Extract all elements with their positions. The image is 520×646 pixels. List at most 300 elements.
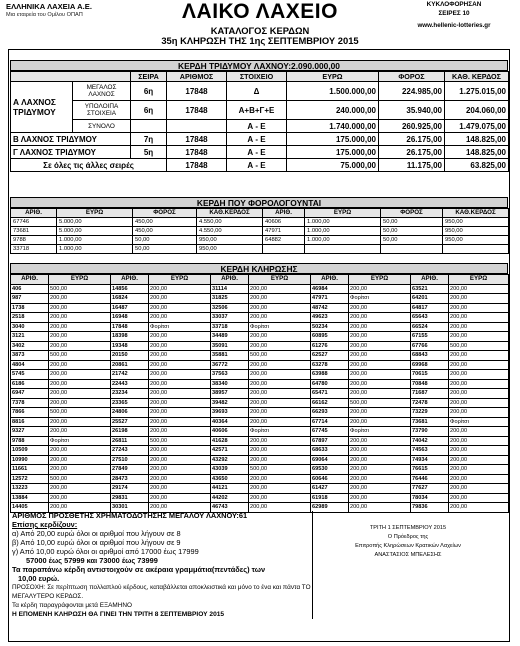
- page-title: ΛΑΙΚΟ ΛΑΧΕΙΟ: [182, 0, 338, 23]
- draw-amount: 200,00: [149, 360, 211, 370]
- draw-amount: 200,00: [449, 427, 509, 437]
- draw-number: 74563: [411, 446, 449, 456]
- draw-number: 25527: [111, 417, 149, 427]
- draw-amount: 500,00: [49, 351, 111, 361]
- rule-c2: 57000 έως 57999 και 73000 έως 73999: [26, 556, 158, 565]
- taxed-header-row: [11, 209, 509, 218]
- taxed-cell: [443, 245, 509, 254]
- draw-number: 79836: [411, 503, 449, 513]
- taxed-cell: 67746: [11, 218, 57, 227]
- next-draw: Η ΕΠΟΜΕΝΗ ΚΛΗΡΩΣΗ ΘΑ ΓΙΝΕΙ ΤΗΝ ΤΡΙΤΗ 8 ΣΕΠΤΕΜΒΡΙΟΥ 2015: [12, 611, 225, 618]
- draw-amount: 200,00: [349, 446, 411, 456]
- draw-amount: 500,00: [49, 284, 111, 294]
- draw-number: 73681: [411, 417, 449, 427]
- draw-number: 43039: [211, 465, 249, 475]
- draw-amount: 200,00: [149, 294, 211, 304]
- caution-note-2: ΜΕΓΑΛΥΤΕΡΟ ΚΕΡΔΟΣ.: [12, 593, 84, 600]
- draws-row: [11, 484, 509, 494]
- draws-row: [11, 455, 509, 465]
- draw-number: 11661: [11, 465, 49, 475]
- draw-number: 16824: [111, 294, 149, 304]
- taxed-row: [11, 227, 509, 236]
- draw-amount: 200,00: [49, 360, 111, 370]
- draw-number: 65643: [411, 313, 449, 323]
- draw-amount: 200,00: [149, 427, 211, 437]
- draw-amount: 200,00: [149, 446, 211, 456]
- draw-number: 14405: [11, 503, 49, 513]
- draw-amount: 200,00: [249, 493, 311, 503]
- draw-number: 44121: [211, 484, 249, 494]
- taxed-cell: 950,00: [443, 236, 509, 245]
- draw-amount: 200,00: [49, 332, 111, 342]
- draw-amount: 500,00: [49, 474, 111, 484]
- taxed-cell: 5.000,00: [57, 218, 133, 227]
- taxed-cell: 50,00: [381, 227, 443, 236]
- draw-amount: 200,00: [449, 436, 509, 446]
- draw-number: 64817: [411, 303, 449, 313]
- draw-amount: 200,00: [449, 332, 509, 342]
- draw-amount: 200,00: [449, 303, 509, 313]
- draw-number: 36772: [211, 360, 249, 370]
- draw-number: 28473: [111, 474, 149, 484]
- draw-amount: 200,00: [449, 408, 509, 418]
- taxed-col-header: ΚΑΘ.ΚΕΡΔΟΣ: [197, 209, 263, 218]
- draw-amount: 200,00: [49, 379, 111, 389]
- draw-number: 37563: [211, 370, 249, 380]
- draw-amount: Φορίτσι: [349, 294, 411, 304]
- draw-number: 18398: [111, 332, 149, 342]
- draw-amount: 200,00: [249, 294, 311, 304]
- draw-amount: 500,00: [449, 341, 509, 351]
- draws-row: [11, 379, 509, 389]
- draw-number: 77627: [411, 484, 449, 494]
- draws-row: [11, 313, 509, 323]
- draw-amount: 200,00: [249, 389, 311, 399]
- draw-amount: 200,00: [449, 493, 509, 503]
- draws-col-header: ΕΥΡΩ: [349, 275, 411, 285]
- draw-amount: 200,00: [249, 360, 311, 370]
- draw-number: 27849: [111, 465, 149, 475]
- draw-number: 48742: [311, 303, 349, 313]
- taxed-cell: 450,00: [133, 227, 197, 236]
- draw-number: 31114: [211, 284, 249, 294]
- taxed-cell: 50,00: [133, 236, 197, 245]
- draw-amount: 200,00: [49, 465, 111, 475]
- draw-amount: 200,00: [449, 455, 509, 465]
- draw-amount: 200,00: [349, 417, 411, 427]
- draw-amount: 200,00: [349, 389, 411, 399]
- draw-amount: 200,00: [149, 465, 211, 475]
- taxed-row: [11, 236, 509, 245]
- draw-amount: 200,00: [249, 379, 311, 389]
- a-label: Α ΛΑΧΝΟΣ ΤΡΙΔΥΜΟΥ: [11, 82, 73, 133]
- draw-number: 64201: [411, 294, 449, 304]
- notice-date: ΤΡΙΤΗ 1 ΣΕΠΤΕΜΒΡΙΟΥ 2015: [369, 525, 447, 531]
- draw-amount: 200,00: [249, 370, 311, 380]
- draw-number: 9327: [11, 427, 49, 437]
- notice-committee: Επιτροπής Κληρώσεων Κρατικών Λαχείων: [355, 543, 461, 549]
- jackpot-row-b: Β ΛΑΧΝΟΣ ΤΡΙΔΥΜΟΥ 7η 17848 Α - Ε 175.000,00 26.175,00 148.825,00: [11, 133, 509, 146]
- taxed-col-header: ΦΟΡΟΣ: [381, 209, 443, 218]
- col-stoixeio: ΣΤΟΙΧΕΙΟ: [227, 72, 287, 82]
- draw-number: 16487: [111, 303, 149, 313]
- draw-number: 43650: [211, 474, 249, 484]
- rule-c1: γ) Από 10,00 ευρώ όλοι οι αριθμοί από 17000 έως 17999: [12, 547, 199, 556]
- draw-number: 1738: [11, 303, 49, 313]
- draw-amount: 200,00: [349, 455, 411, 465]
- col-euro: ΕΥΡΩ: [287, 72, 379, 82]
- taxed-cell: [263, 245, 305, 254]
- draws-row: [11, 465, 509, 475]
- draw-amount: 200,00: [149, 474, 211, 484]
- draw-number: 4804: [11, 360, 49, 370]
- taxed-cell: 950,00: [443, 218, 509, 227]
- draw-number: 31825: [211, 294, 249, 304]
- draws-row: [11, 389, 509, 399]
- draw-amount: 200,00: [149, 341, 211, 351]
- draw-amount: 200,00: [449, 389, 509, 399]
- draw-number: 71687: [411, 389, 449, 399]
- draws-row: [11, 351, 509, 361]
- draw-amount: 200,00: [249, 446, 311, 456]
- draw-number: 38957: [211, 389, 249, 399]
- draw-number: 22443: [111, 379, 149, 389]
- draw-amount: 200,00: [449, 294, 509, 304]
- draw-number: 3873: [11, 351, 49, 361]
- draw-number: 9788: [11, 436, 49, 446]
- draw-number: 63521: [411, 284, 449, 294]
- draws-row: [11, 322, 509, 332]
- notice-role: Ο Πρόεδρος της: [387, 534, 429, 540]
- draws-row: [11, 341, 509, 351]
- draw-number: 20150: [111, 351, 149, 361]
- draw-amount: 200,00: [449, 503, 509, 513]
- draw-number: 63988: [311, 370, 349, 380]
- draw-amount: 200,00: [149, 332, 211, 342]
- draw-amount: 200,00: [349, 370, 411, 380]
- jackpot-row-other: Σε όλες τις άλλες σειρές 17848 Α - Ε 75.000,00 11.175,00 63.825,00: [11, 159, 509, 172]
- draw-amount: 200,00: [49, 484, 111, 494]
- draw-number: 26198: [111, 427, 149, 437]
- org-subtitle: Μια εταιρεία του Ομίλου ΟΠΑΠ: [6, 12, 83, 18]
- draws-table: [10, 274, 509, 513]
- expiry-note: Τα κέρδη παραγράφονται μετά ΕΞΑΜΗΝΟ: [12, 602, 132, 609]
- draw-number: 26811: [111, 436, 149, 446]
- draw-amount: 200,00: [49, 417, 111, 427]
- draw-number: 987: [11, 294, 49, 304]
- draw-number: 14856: [111, 284, 149, 294]
- draw-number: 17848: [111, 322, 149, 332]
- draw-amount: 200,00: [249, 474, 311, 484]
- draw-amount: 200,00: [449, 398, 509, 408]
- draw-amount: 200,00: [349, 503, 411, 513]
- draw-amount: 200,00: [49, 389, 111, 399]
- draw-number: 7866: [11, 408, 49, 418]
- jackpot-row: ΥΠΟΛΟΙΠΑ ΣΤΟΙΧΕΙΑ 6η 17848 Α+Β+Γ+Ε 240.000,00 35.940,00 204.060,00: [11, 101, 509, 120]
- draw-number: 30301: [111, 503, 149, 513]
- draw-number: 38340: [211, 379, 249, 389]
- draw-amount: 200,00: [349, 332, 411, 342]
- draw-number: 42571: [211, 446, 249, 456]
- draw-amount: 200,00: [349, 360, 411, 370]
- draw-amount: 200,00: [149, 408, 211, 418]
- website-link[interactable]: www.hellenic-lotteries.gr: [417, 22, 491, 29]
- draws-header-row: [11, 275, 509, 285]
- draw-amount: 200,00: [249, 332, 311, 342]
- col-foros: ΦΟΡΟΣ: [379, 72, 445, 82]
- draw-number: 67766: [411, 341, 449, 351]
- draws-col-header: ΑΡΙΘ.: [311, 275, 349, 285]
- draw-amount: 500,00: [249, 351, 311, 361]
- draw-amount: 200,00: [49, 427, 111, 437]
- draw-amount: 200,00: [449, 351, 509, 361]
- draw-amount: 200,00: [49, 322, 111, 332]
- draw-number: 27510: [111, 455, 149, 465]
- draw-amount: 200,00: [49, 455, 111, 465]
- draw-number: 69968: [411, 360, 449, 370]
- draw-amount: 200,00: [449, 474, 509, 484]
- draw-number: 40364: [211, 417, 249, 427]
- draw-amount: 200,00: [349, 313, 411, 323]
- draw-number: 69530: [311, 465, 349, 475]
- draw-amount: Φορίτσι: [449, 417, 509, 427]
- taxed-cell: 73681: [11, 227, 57, 236]
- taxed-cell: 64882: [263, 236, 305, 245]
- jackpot-row: Α ΛΑΧΝΟΣ ΤΡΙΔΥΜΟΥ ΜΕΓΑΛΟΣ ΛΑΧΝΟΣ 6η 17848 Δ 1.500.000,00 224.985,00 1.275.015,00: [11, 82, 509, 101]
- also-win-heading: Επίσης κερδίζουν:: [12, 520, 78, 529]
- draw-amount: 200,00: [249, 313, 311, 323]
- draw-number: 32506: [211, 303, 249, 313]
- draw-number: 21742: [111, 370, 149, 380]
- draws-row: [11, 284, 509, 294]
- taxed-cell: 50,00: [381, 218, 443, 227]
- draw-number: 65471: [311, 389, 349, 399]
- draw-number: 2518: [11, 313, 49, 323]
- draw-number: 35091: [211, 341, 249, 351]
- draw-amount: 500,00: [249, 465, 311, 475]
- taxed-cell: 9788: [11, 236, 57, 245]
- draws-row: [11, 474, 509, 484]
- draw-amount: 200,00: [149, 503, 211, 513]
- jackpot-header-row: [11, 72, 509, 82]
- taxed-cell: 1.000,00: [305, 236, 381, 245]
- draw-amount: 200,00: [49, 446, 111, 456]
- taxed-cell: 50,00: [133, 245, 197, 254]
- draw-number: 76615: [411, 465, 449, 475]
- draws-row: [11, 417, 509, 427]
- draw-number: 67897: [311, 436, 349, 446]
- draw-number: 62989: [311, 503, 349, 513]
- draw-amount: 200,00: [149, 493, 211, 503]
- draw-amount: 500,00: [149, 436, 211, 446]
- draw-amount: 200,00: [349, 465, 411, 475]
- draw-number: 24806: [111, 408, 149, 418]
- draw-number: 35881: [211, 351, 249, 361]
- draw-number: 46743: [211, 503, 249, 513]
- draw-number: 73229: [411, 408, 449, 418]
- draw-number: 78034: [411, 493, 449, 503]
- draw-amount: 200,00: [49, 313, 111, 323]
- draw-amount: Φορίτσι: [49, 436, 111, 446]
- draw-number: 6947: [11, 389, 49, 399]
- taxed-col-header: ΚΑΘ.ΚΕΡΔΟΣ: [443, 209, 509, 218]
- draw-number: 40606: [211, 427, 249, 437]
- draw-number: 5745: [11, 370, 49, 380]
- draw-number: 3121: [11, 332, 49, 342]
- draw-amount: 200,00: [149, 455, 211, 465]
- draws-col-header: ΑΡΙΘ.: [211, 275, 249, 285]
- extra-funding: ΑΡΙΘΜΟΣ ΠΡΟΣΘΕΤΗΣ ΧΡΗΜΑΤΟΔΟΤΗΣΗΣ ΜΕΓΑΛΟΥ ΛΑΧΝΟΥ:61: [12, 511, 248, 520]
- col-seira: ΣΕΙΡΑ: [131, 72, 167, 82]
- draw-number: 39482: [211, 398, 249, 408]
- draws-row: [11, 436, 509, 446]
- draw-number: 3402: [11, 341, 49, 351]
- draw-amount: 200,00: [149, 398, 211, 408]
- draw-amount: 200,00: [149, 417, 211, 427]
- draw-number: 61276: [311, 341, 349, 351]
- draw-number: 64780: [311, 379, 349, 389]
- circulation-label: ΚΥΚΛΟΦΟΡΗΣΑΝ: [426, 1, 482, 8]
- draw-number: 74042: [411, 436, 449, 446]
- footer-notes: [12, 511, 312, 619]
- draw-amount: 200,00: [249, 408, 311, 418]
- jackpot-band: ΚΕΡΔΗ ΤΡΙΔΥΜΟΥ ΛΑΧΝΟΥ:2.090.000,00: [10, 60, 508, 71]
- draw-number: 16948: [111, 313, 149, 323]
- series-count: ΣΕΙΡΕΣ 10: [438, 10, 470, 17]
- draw-number: 20861: [111, 360, 149, 370]
- fraction-note: Τα παραπάνω κέρδη αντιστοιχούν σε ακέραια γραμμάτια(πεντάδες) των: [12, 565, 266, 574]
- draw-number: 10990: [11, 455, 49, 465]
- draw-amount: 200,00: [249, 484, 311, 494]
- draw-number: 66524: [411, 322, 449, 332]
- draw-amount: 200,00: [449, 284, 509, 294]
- draw-number: 8816: [11, 417, 49, 427]
- draw-number: 29174: [111, 484, 149, 494]
- taxed-cell: 950,00: [443, 227, 509, 236]
- draw-amount: 200,00: [49, 503, 111, 513]
- draw-number: 76446: [411, 474, 449, 484]
- taxed-col-header: ΦΟΡΟΣ: [133, 209, 197, 218]
- draw-number: 10509: [11, 446, 49, 456]
- draw-amount: 200,00: [449, 370, 509, 380]
- taxed-cell: [381, 245, 443, 254]
- draw-number: 68633: [311, 446, 349, 456]
- col-kath: ΚΑΘ. ΚΕΡΔΟΣ: [445, 72, 509, 82]
- draw-number: 12572: [11, 474, 49, 484]
- draw-amount: 200,00: [249, 341, 311, 351]
- draw-number: 63278: [311, 360, 349, 370]
- draw-amount: 200,00: [249, 303, 311, 313]
- draw-amount: 200,00: [249, 398, 311, 408]
- draw-number: 50234: [311, 322, 349, 332]
- draw-amount: 200,00: [49, 341, 111, 351]
- taxed-cell: 950,00: [197, 236, 263, 245]
- draw-number: 67745: [311, 427, 349, 437]
- draw-number: 66293: [311, 408, 349, 418]
- taxed-cell: 1.000,00: [305, 227, 381, 236]
- taxed-cell: [305, 245, 381, 254]
- draw-amount: 200,00: [349, 493, 411, 503]
- draw-amount: 200,00: [249, 503, 311, 513]
- draw-amount: Φορίτσι: [249, 322, 311, 332]
- draw-amount: 200,00: [449, 484, 509, 494]
- draws-row: [11, 493, 509, 503]
- draw-amount: 200,00: [349, 474, 411, 484]
- taxed-band: ΚΕΡΔΗ ΠΟΥ ΦΟΡΟΛΟΓΟΥΝΤΑΙ: [10, 197, 508, 208]
- draws-col-header: ΕΥΡΩ: [249, 275, 311, 285]
- draw-number: 62527: [311, 351, 349, 361]
- draw-amount: 200,00: [249, 436, 311, 446]
- draws-col-header: ΕΥΡΩ: [149, 275, 211, 285]
- catalog-title: ΚΑΤΑΛΟΓΟΣ ΚΕΡΔΩΝ: [210, 25, 310, 36]
- signature-block: [318, 524, 498, 560]
- draws-col-header: ΑΡΙΘ.: [111, 275, 149, 285]
- taxed-col-header: ΕΥΡΩ: [305, 209, 381, 218]
- draw-amount: Φορίτσι: [349, 427, 411, 437]
- draw-number: 33037: [211, 313, 249, 323]
- draws-row: [11, 427, 509, 437]
- taxed-col-header: ΕΥΡΩ: [57, 209, 133, 218]
- taxed-cell: 47971: [263, 227, 305, 236]
- org-name: ΕΛΛΗΝΙΚΑ ΛΑΧΕΙΑ Α.Ε.: [6, 2, 92, 11]
- taxed-cell: 4.550,00: [197, 227, 263, 236]
- rule-a: α) Από 20,00 ευρώ όλοι οι αριθμοί που λήγουν σε 8: [12, 529, 181, 538]
- draw-number: 46984: [311, 284, 349, 294]
- draw-amount: 200,00: [49, 303, 111, 313]
- draw-amount: 200,00: [49, 370, 111, 380]
- draw-amount: 500,00: [49, 408, 111, 418]
- draw-amount: Φορίτσι: [249, 427, 311, 437]
- draw-number: 72478: [411, 398, 449, 408]
- draw-amount: 200,00: [449, 446, 509, 456]
- draw-amount: 200,00: [449, 360, 509, 370]
- draw-amount: 200,00: [249, 284, 311, 294]
- draw-amount: 200,00: [149, 313, 211, 323]
- draws-row: [11, 398, 509, 408]
- draw-amount: 200,00: [149, 351, 211, 361]
- draw-number: 34489: [211, 332, 249, 342]
- draw-number: 29831: [111, 493, 149, 503]
- draw-number: 7378: [11, 398, 49, 408]
- draw-number: 6186: [11, 379, 49, 389]
- draw-number: 67714: [311, 417, 349, 427]
- draws-col-header: ΑΡΙΘ.: [411, 275, 449, 285]
- draw-amount: 200,00: [349, 408, 411, 418]
- footer-divider: [312, 511, 313, 619]
- taxed-cell: 450,00: [133, 218, 197, 227]
- draw-number: 13223: [11, 484, 49, 494]
- draw-amount: 200,00: [449, 465, 509, 475]
- draw-number: 3040: [11, 322, 49, 332]
- taxed-row: [11, 245, 509, 254]
- taxed-cell: 1.000,00: [57, 245, 133, 254]
- draw-number: 61427: [311, 484, 349, 494]
- draw-amount: 200,00: [149, 389, 211, 399]
- draw-amount: 200,00: [249, 417, 311, 427]
- draw-number: 70848: [411, 379, 449, 389]
- draw-number: 67155: [411, 332, 449, 342]
- draw-amount: 200,00: [149, 370, 211, 380]
- taxed-cell: 1.000,00: [57, 236, 133, 245]
- rule-b: β) Από 10,00 ευρώ όλοι οι αριθμοί που λήγουν σε 9: [12, 538, 181, 547]
- draws-col-header: ΕΥΡΩ: [49, 275, 111, 285]
- draw-amount: 200,00: [349, 379, 411, 389]
- draw-amount: 200,00: [49, 398, 111, 408]
- draw-number: 27243: [111, 446, 149, 456]
- draw-amount: 200,00: [349, 303, 411, 313]
- draws-row: [11, 370, 509, 380]
- draw-number: 39693: [211, 408, 249, 418]
